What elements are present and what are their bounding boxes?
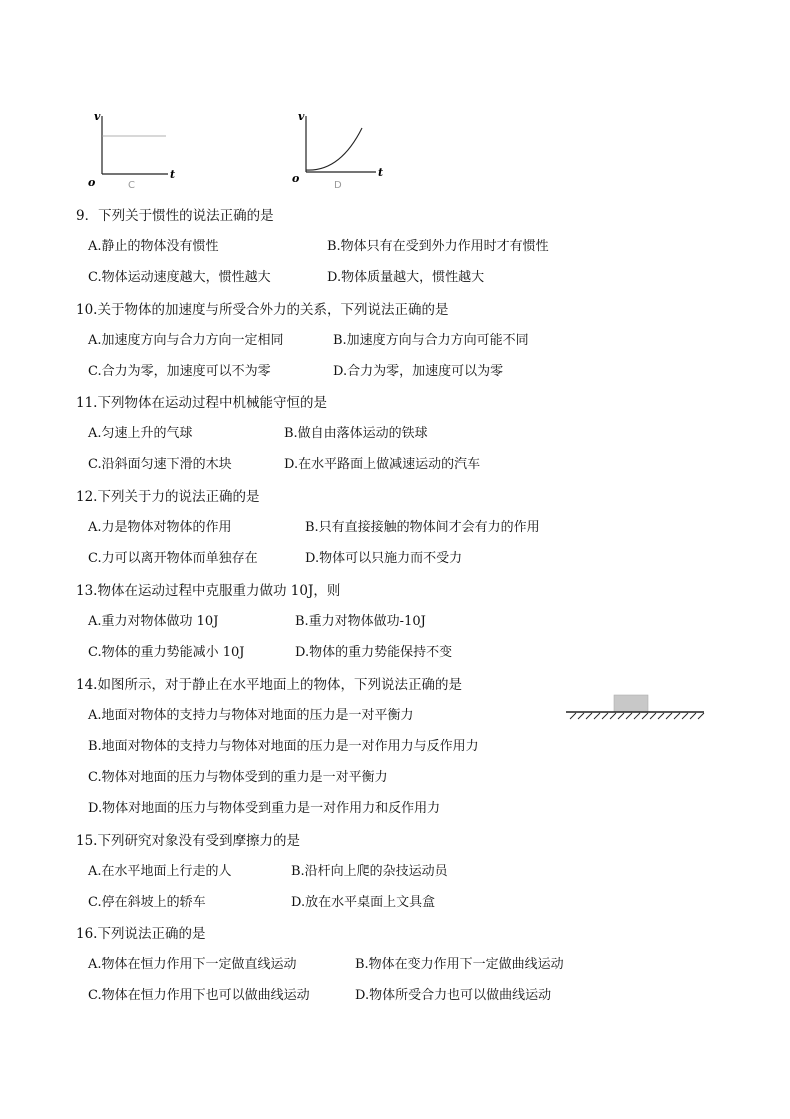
- question-9-option-d: D.物体质量越大，惯性越大: [327, 270, 485, 285]
- question-12-option-c: C.力可以离开物体而单独存在: [88, 551, 258, 566]
- question-14-option-c: C.物体对地面的压力与物体受到的重力是一对平衡力: [88, 770, 388, 785]
- question-16-option-c: C.物体在恒力作用下也可以做曲线运动: [88, 988, 310, 1003]
- graph-c: [86, 106, 186, 192]
- graph-d-origin: o: [292, 172, 300, 185]
- question-12-stem: 12.下列关于力的说法正确的是: [76, 489, 260, 505]
- graph-c-origin: o: [88, 176, 96, 189]
- block-on-ground-figure: [566, 692, 706, 724]
- question-15-stem: 15.下列研究对象没有受到摩擦力的是: [76, 833, 300, 849]
- question-9-stem: 9．下列关于惯性的说法正确的是: [76, 208, 274, 224]
- question-15-option-b: B.沿杆向上爬的杂技运动员: [291, 864, 448, 879]
- question-12-option-a: A.力是物体对物体的作用: [88, 520, 232, 535]
- question-12-option-d: D.物体可以只施力而不受力: [305, 551, 463, 566]
- question-9-option-a: A.静止的物体没有惯性: [88, 239, 219, 254]
- question-10-option-b: B.加速度方向与合力方向可能不同: [333, 333, 529, 348]
- graph-c-caption: C: [128, 180, 135, 191]
- question-11-option-c: C.沿斜面匀速下滑的木块: [88, 457, 232, 472]
- question-13-option-b: B.重力对物体做功-10J: [295, 614, 426, 629]
- question-9-option-c: C.物体运动速度越大，惯性越大: [88, 270, 271, 285]
- question-14-stem: 14.如图所示，对于静止在水平地面上的物体，下列说法正确的是: [76, 677, 462, 693]
- question-11-option-b: B.做自由落体运动的铁球: [284, 426, 428, 441]
- graph-d-axis-y: v: [298, 110, 305, 123]
- question-15-option-c: C.停在斜坡上的轿车: [88, 895, 206, 910]
- question-16-stem: 16.下列说法正确的是: [76, 926, 206, 942]
- question-10-option-a: A.加速度方向与合力方向一定相同: [88, 333, 284, 348]
- question-11-option-d: D.在水平路面上做减速运动的汽车: [284, 457, 481, 472]
- graph-d: [290, 106, 390, 192]
- question-16-option-b: B.物体在变力作用下一定做曲线运动: [355, 957, 564, 972]
- question-14-option-d: D.物体对地面的压力与物体受到重力是一对作用力和反作用力: [88, 801, 441, 816]
- question-13-option-c: C.物体的重力势能减小 10J: [88, 645, 245, 660]
- question-11-stem: 11.下列物体在运动过程中机械能守恒的是: [76, 395, 327, 411]
- graph-c-axis-y: v: [94, 110, 101, 123]
- question-14-option-b: B.地面对物体的支持力与物体对地面的压力是一对作用力与反作用力: [88, 739, 479, 754]
- question-9-option-b: B.物体只有在受到外力作用时才有惯性: [327, 239, 549, 254]
- question-10-option-d: D.合力为零，加速度可以为零: [333, 364, 504, 379]
- question-10-stem: 10.关于物体的加速度与所受合外力的关系，下列说法正确的是: [76, 302, 449, 318]
- question-14-option-a: A.地面对物体的支持力与物体对地面的压力是一对平衡力: [88, 708, 414, 723]
- graph-c-axis-x: t: [170, 168, 176, 181]
- question-11-option-a: A.匀速上升的气球: [88, 426, 193, 441]
- question-12-option-b: B.只有直接接触的物体间才会有力的作用: [305, 520, 540, 535]
- graph-d-caption: D: [334, 180, 342, 191]
- question-13-option-d: D.物体的重力势能保持不变: [295, 645, 453, 660]
- question-13-option-a: A.重力对物体做功 10J: [88, 614, 219, 629]
- question-15-option-d: D.放在水平桌面上文具盒: [291, 895, 436, 910]
- graph-d-axis-x: t: [378, 166, 384, 179]
- question-10-option-c: C.合力为零，加速度可以不为零: [88, 364, 271, 379]
- question-15-option-a: A.在水平地面上行走的人: [88, 864, 232, 879]
- question-16-option-a: A.物体在恒力作用下一定做直线运动: [88, 957, 297, 972]
- question-13-stem: 13.物体在运动过程中克服重力做功 10J，则: [76, 583, 341, 599]
- question-16-option-d: D.物体所受合力也可以做曲线运动: [355, 988, 552, 1003]
